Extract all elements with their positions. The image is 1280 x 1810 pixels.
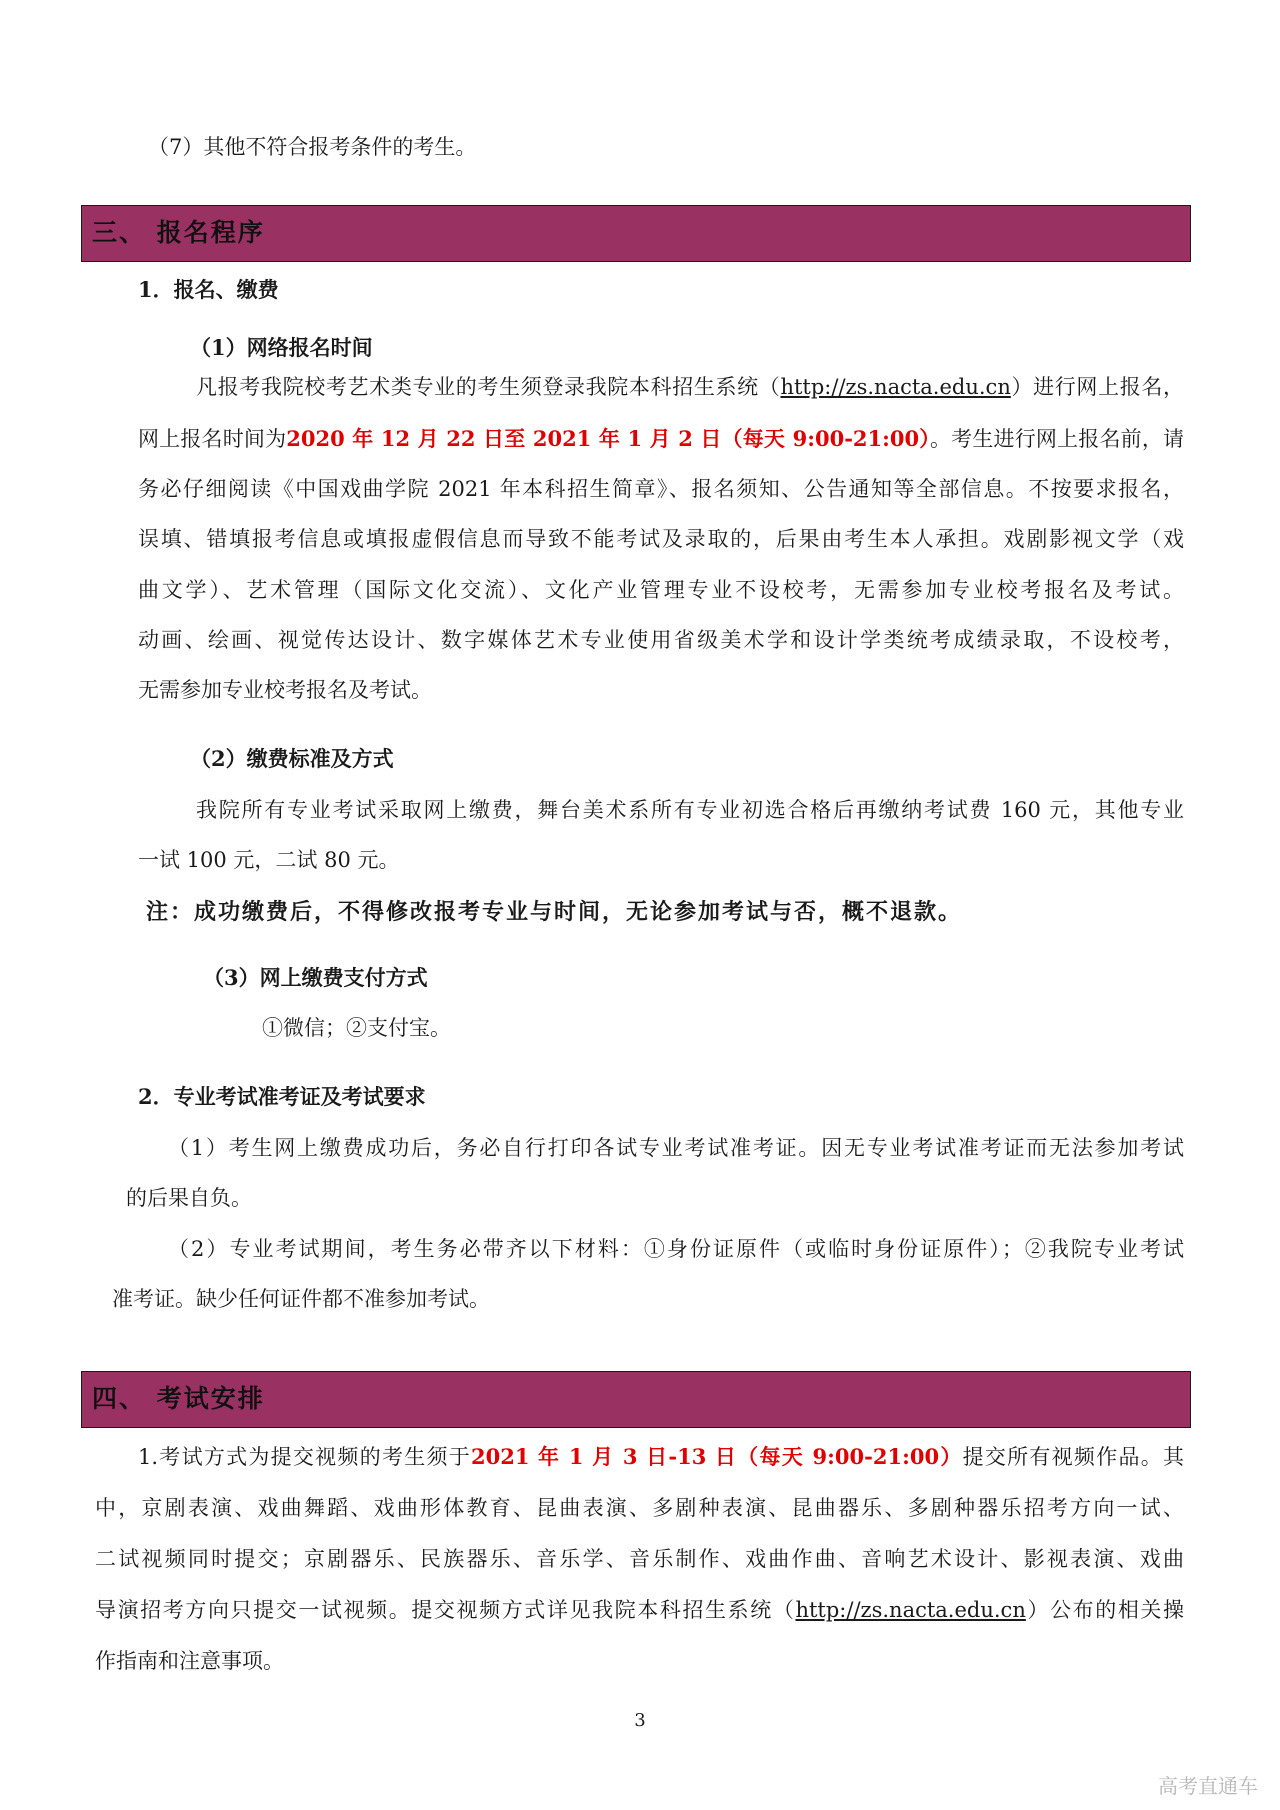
paragraph-line: 1.考试方式为提交视频的考生须于2021 年 1 月 3 日-13 日（每天 9:00-21:00）提交所有视频作品。其	[138, 1444, 1184, 1469]
paragraph-line: （2）专业考试期间，考生务必带齐以下材料：①身份证原件（或临时身份证原件）；②我院专业考试	[168, 1237, 1184, 1261]
paragraph-line: 中，京剧表演、戏曲舞蹈、戏曲形体教育、昆曲表演、多剧种表演、昆曲器乐、多剧种器乐招考方向一试、	[95, 1496, 1184, 1520]
paragraph-line: 无需参加专业校考报名及考试。	[138, 678, 432, 702]
section-header-3	[81, 205, 1191, 262]
paragraph-line: 作指南和注意事项。	[95, 1649, 284, 1673]
paragraph-line: 一试 100 元，二试 80 元。	[138, 848, 400, 872]
paragraph-line: 导演招考方向只提交一试视频。提交视频方式详见我院本科招生系统（http://zs.nacta.edu.cn）公布的相关操	[95, 1598, 1185, 1622]
list-item-7: （7）其他不符合报考条件的考生。	[148, 135, 477, 159]
paragraph-line: 的后果自负。	[126, 1186, 252, 1210]
subsection-title-registration-payment: 1．报名、缴费	[138, 277, 279, 302]
watermark: 高考直通车	[1158, 1774, 1258, 1798]
paragraph-line: 误填、错填报考信息或填报虚假信息而导致不能考试及录取的，后果由考生本人承担。戏剧影视文学（戏	[138, 527, 1184, 551]
registration-period: 2020 年 12 月 22 日至 2021 年 1 月 2 日（每天 9:00-21:00）	[286, 426, 930, 451]
section-title-4: 四、 考试安排	[92, 1384, 265, 1413]
paragraph-line: 二试视频同时提交；京剧器乐、民族器乐、音乐学、音乐制作、戏曲作曲、音响艺术设计、影视表演、戏曲	[95, 1547, 1184, 1571]
paragraph-title-online-registration: （1）网络报名时间	[190, 335, 373, 360]
paragraph-title-payment-method: （3）网上缴费支付方式	[203, 965, 428, 990]
paragraph-line: 动画、绘画、视觉传达设计、数字媒体艺术专业使用省级美术学和设计学类统考成绩录取，不设校考，	[138, 628, 1184, 652]
page-number: 3	[634, 1710, 646, 1731]
paragraph-line: 务必仔细阅读《中国戏曲学院 2021 年本科招生简章》、报名须知、公告通知等全部信息。不按要求报名，	[138, 477, 1184, 501]
paragraph-title-fee-standard: （2）缴费标准及方式	[190, 746, 394, 771]
section-header-4	[81, 1371, 1191, 1428]
subsection-title-admission-ticket: 2．专业考试准考证及考试要求	[138, 1084, 426, 1109]
paragraph-line: 凡报考我院校考艺术类专业的考生须登录我院本科招生系统（http://zs.nacta.edu.cn）进行网上报名，	[196, 375, 1185, 399]
system-link[interactable]: http://zs.nacta.edu.cn	[795, 1598, 1026, 1622]
paragraph-line: （1）考生网上缴费成功后，务必自行打印各试专业考试准考证。因无专业考试准考证而无法参加考试	[168, 1136, 1184, 1160]
section-title-3: 三、 报名程序	[92, 218, 265, 247]
system-link[interactable]: http://zs.nacta.edu.cn	[780, 375, 1011, 399]
paragraph-line: 准考证。缺少任何证件都不准参加考试。	[112, 1287, 490, 1311]
paragraph-line: 曲文学）、艺术管理（国际文化交流）、文化产业管理专业不设校考，无需参加专业校考报名及考试。	[138, 578, 1184, 602]
payment-methods: ①微信；②支付宝。	[262, 1016, 451, 1040]
refund-notice: 注：成功缴费后，不得修改报考专业与时间，无论参加考试与否，概不退款。	[146, 899, 963, 925]
paragraph-line: 网上报名时间为2020 年 12 月 22 日至 2021 年 1 月 2 日（每天 9:00-21:00）。考生进行网上报名前，请	[138, 426, 1184, 451]
video-submission-period: 2021 年 1 月 3 日-13 日（每天 9:00-21:00）	[471, 1444, 963, 1469]
paragraph-line: 我院所有专业考试采取网上缴费，舞台美术系所有专业初选合格后再缴纳考试费 160 元，其他专业	[196, 798, 1184, 822]
